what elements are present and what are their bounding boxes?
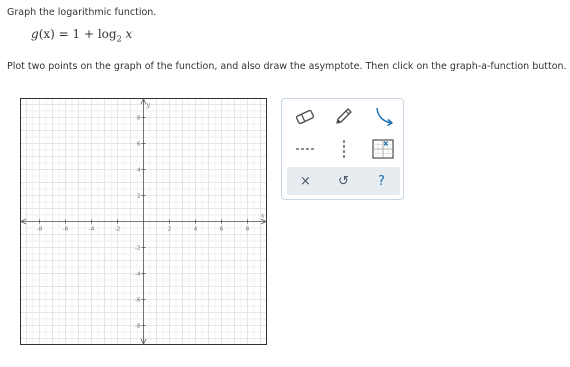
y-tick-label: 8	[137, 115, 141, 122]
formula-body: = 1 + log	[54, 27, 117, 41]
dashed-line-icon	[294, 144, 316, 154]
formula-base: 2	[116, 34, 122, 44]
y-tick-label: 4	[137, 167, 141, 174]
formula-variable: x	[121, 27, 133, 41]
clear-button[interactable]: ×	[300, 173, 311, 189]
prompt-text: Graph the logarithmic function.	[7, 7, 157, 18]
x-tick-label: 6	[219, 226, 224, 233]
formula-argument: (x)	[38, 27, 55, 41]
eraser-icon	[294, 108, 316, 126]
dashed-line-tool-button[interactable]	[291, 137, 319, 161]
curve-tool-button[interactable]	[369, 105, 397, 129]
formula-function-name: g	[31, 27, 39, 41]
x-tick-label: -2	[114, 226, 121, 233]
eraser-tool-button[interactable]	[291, 105, 319, 129]
help-button[interactable]: ?	[378, 173, 385, 189]
y-tick-label: -8	[135, 323, 141, 330]
curve-arrow-icon	[371, 106, 395, 128]
pencil-icon	[333, 107, 355, 127]
x-axis-label: x	[261, 212, 265, 220]
vertical-asymptote-tool-button[interactable]	[330, 137, 358, 161]
undo-button[interactable]: ↺	[338, 173, 349, 189]
y-tick-label: -4	[135, 271, 141, 278]
x-tick-label: -8	[36, 226, 43, 233]
x-tick-label: 8	[245, 226, 250, 233]
graph-function-button[interactable]	[369, 137, 397, 161]
x-tick-label: 4	[193, 226, 198, 233]
y-tick-label: 2	[137, 193, 141, 200]
y-tick-label: -2	[135, 245, 141, 252]
graph-function-icon	[371, 138, 395, 160]
y-tick-label: -6	[135, 297, 141, 304]
graph-panel[interactable]	[20, 98, 267, 345]
graph-toolbar	[281, 98, 404, 200]
x-tick-label: -4	[88, 226, 95, 233]
x-tick-label: -6	[62, 226, 69, 233]
y-axis-label: y	[146, 102, 150, 109]
action-bar	[287, 167, 400, 195]
graph-canvas[interactable]	[20, 98, 267, 345]
vertical-asymptote-icon	[339, 138, 349, 160]
task-instructions: Plot two points on the graph of the function, and also draw the asymptote. Then click on the graph-a-function button.	[7, 61, 567, 72]
function-formula	[31, 27, 132, 43]
x-tick-label: 2	[167, 226, 172, 233]
pencil-tool-button[interactable]	[330, 105, 358, 129]
y-tick-label: 6	[137, 141, 141, 148]
